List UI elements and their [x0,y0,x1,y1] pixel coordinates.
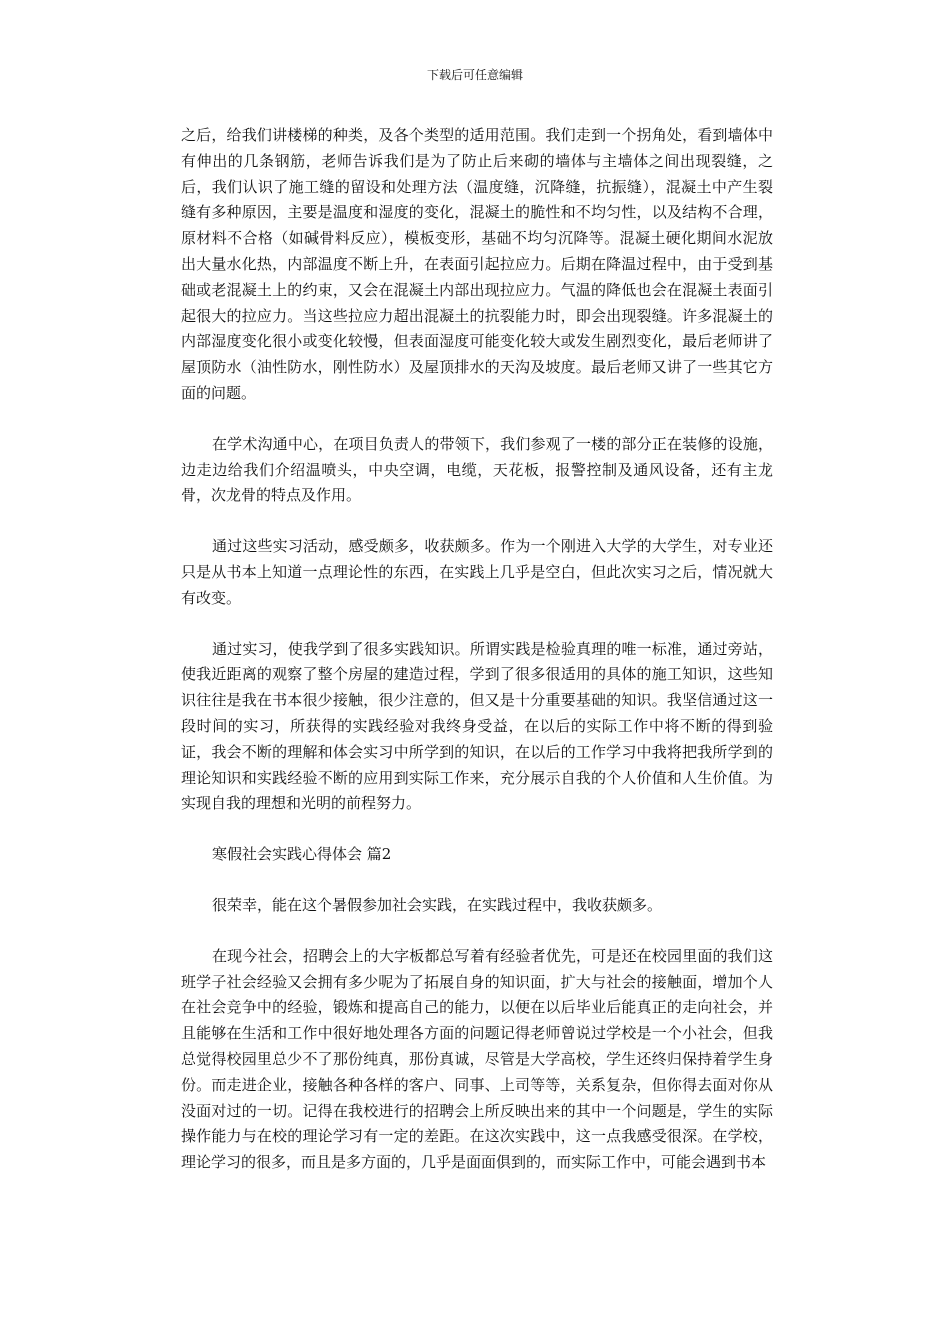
paragraph-intro: 很荣幸，能在这个暑假参加社会实践，在实践过程中，我收获颇多。 [212,895,663,914]
page-header: 下载后可任意编辑 [426,68,523,82]
document-body [181,123,773,1176]
paragraph-practice-knowledge: 通过实习，使我学到了很多实践知识。所谓实践是检验真理的唯一标准，通过旁站，使我近距离的观察了整个房屋的建造过程，学到了很多很适用的具体的施工知识，这些知识往往是我在书本很少接触，很少注意的，但又是十分重要基础的知识。我坚信通过这一段时间的实习，所获得的实践经验对我终身受益，在以后的实际工作中将不断的得到验证，我会不断的理解和体会实习中所学到的知识，在以后的工作学习中我将把我所学到的理论知识和实践经验不断的应用到实际工作来，充分展示自我的个人价值和人生价值。为实现自我的理想和光明的前程努力。 [181,639,773,813]
paragraph-academic-center: 在学术沟通中心，在项目负责人的带领下，我们参观了一楼的部分正在装修的设施，边走边给我们介绍温喷头，中央空调，电缆，天花板，报警控制及通风设备，还有主龙骨，次龙骨的特点及作用。 [181,434,773,505]
paragraph-reflection: 通过这些实习活动，感受颇多，收获颇多。作为一个刚进入大学的大学生，对专业还只是从书本上知道一点理论性的东西，在实践上几乎是空白，但此次实习之后，情况就大有改变。 [181,537,773,607]
paragraph-continued: 之后，给我们讲楼梯的种类，及各个类型的适用范围。我们走到一个拐角处，看到墙体中有伸出的几条钢筋，老师告诉我们是为了防止后来砌的墙体与主墙体之间出现裂缝，之后，我们认识了施工缝的留设和处理方法（温度缝，沉降缝，抗振缝），混凝土中产生裂缝有多种原因，主要是温度和湿度的变化，混凝土的脆性和不均匀性，以及结构不合理，原材料不合格（如碱骨料反应），模板变形，基础不均匀沉降等。混凝土硬化期间水泥放出大量水化热，内部温度不断上升，在表面引起拉应力。后期在降温过程中，由于受到基础或老混凝土上的约束，又会在混凝土内部出现拉应力。气温的降低也会在混凝土表面引起很大的拉应力。当这些拉应力超出混凝土的抗裂能力时，即会出现裂缝。许多混凝土的内部湿度变化很小或变化较慢，但表面湿度可能变化较大或发生剧烈变化，最后老师讲了屋顶防水（油性防水，刚性防水）及屋顶排水的天沟及坡度。最后老师又讲了一些其它方面的问题。 [181,126,773,402]
paragraph-society: 在现今社会，招聘会上的大字板都总写着有经验者优先，可是还在校园里面的我们这班学子社会经验又会拥有多少呢为了拓展自身的知识面，扩大与社会的接触面，增加个人在社会竞争中的经验，锻炼和提高自己的能力，以便在以后毕业后能真正的走向社会，并且能够在生活和工作中很好地处理各方面的问题记得老师曾说过学校是一个小社会，但我总觉得校园里总少不了那份纯真，那份真诚，尽管是大学高校，学生还终归保持着学生身份。而走进企业，接触各种各样的客户、同事、上司等等，关系复杂，但你得去面对你从没面对过的一切。记得在我校进行的招聘会上所反映出来的其中一个问题是，学生的实际操作能力与在校的理论学习有一定的差距。在这次实践中，这一点我感受很深。在学校，理论学习的很多，而且是多方面的，几乎是面面俱到的，而实际工作中，可能会遇到书本 [181,946,773,1172]
section-heading: 寒假社会实践心得体会 篇2 [212,845,392,864]
